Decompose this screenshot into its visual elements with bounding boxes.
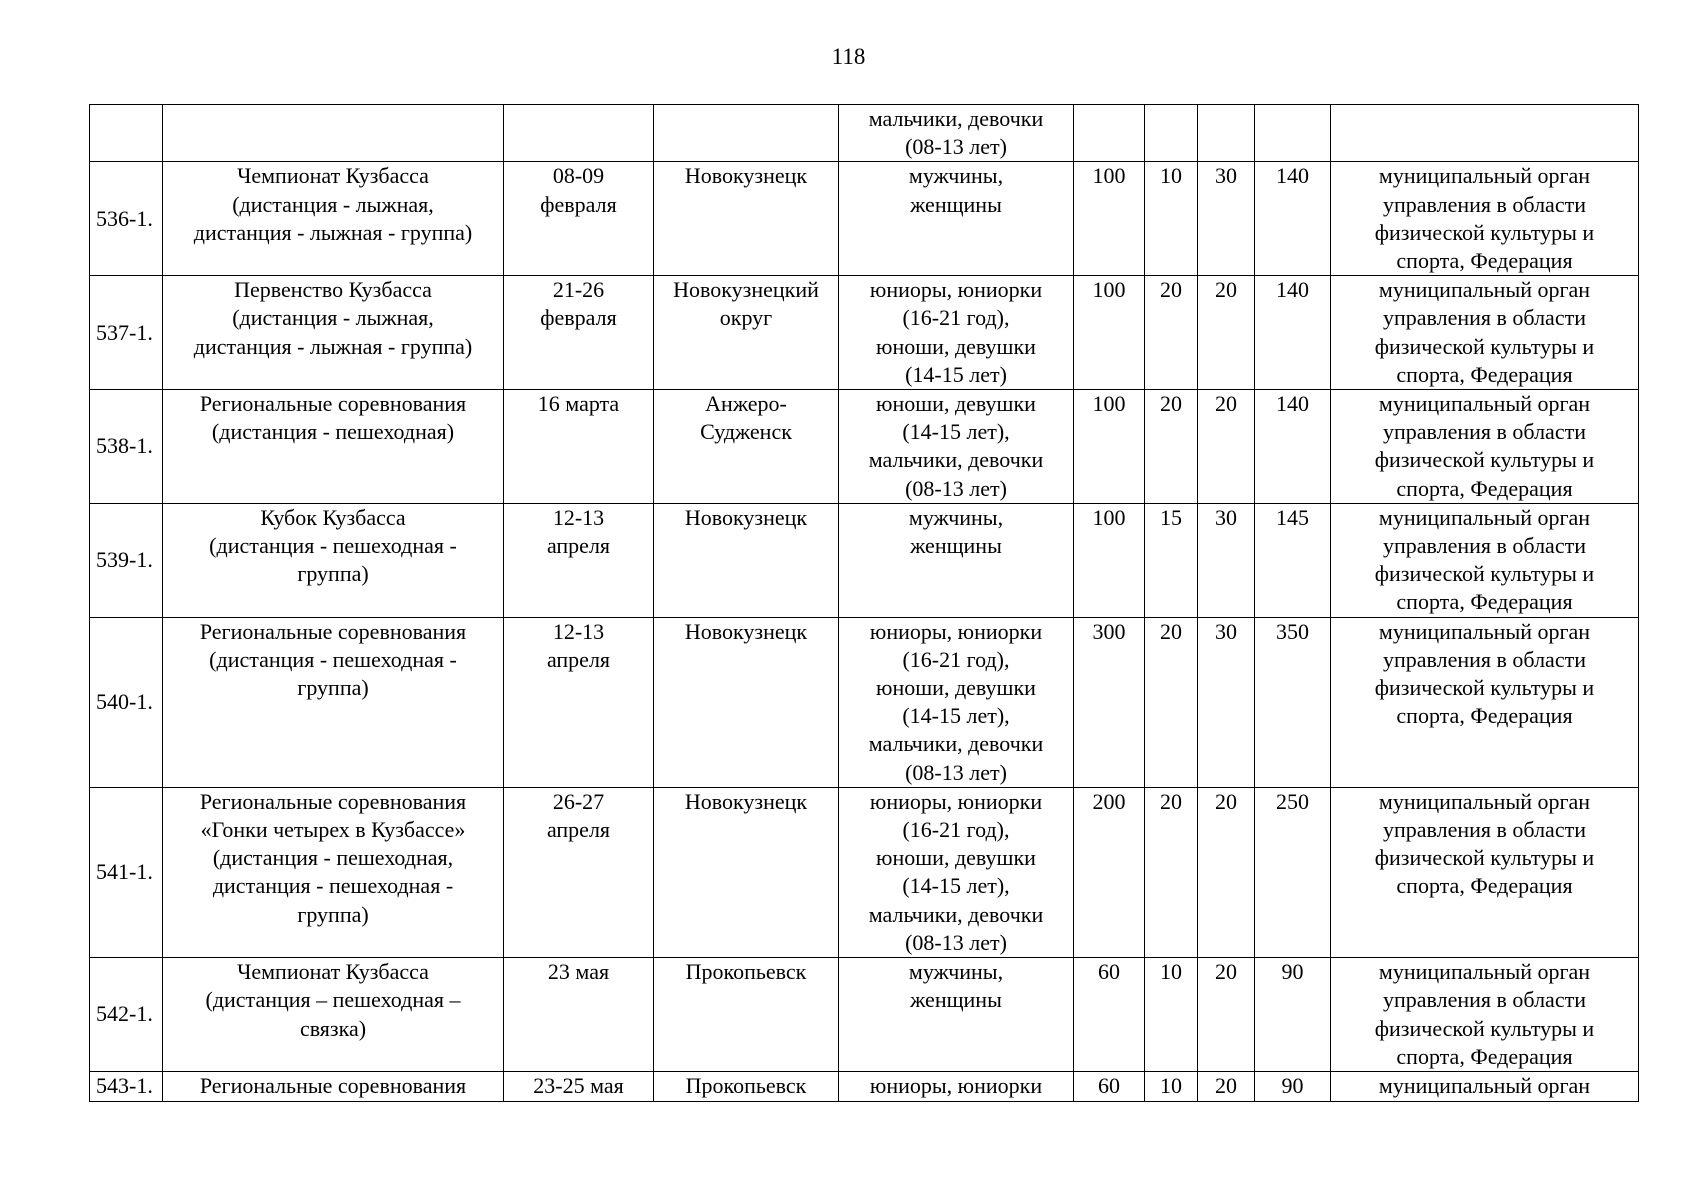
event-place-cell: Новокузнецк xyxy=(654,787,839,957)
organizer-cell: муниципальный орган управления в области физической культуры и спорта, Федерация xyxy=(1331,958,1639,1072)
count-cell-2: 10 xyxy=(1145,1071,1198,1101)
count-cell-1: 200 xyxy=(1074,787,1145,957)
count-cell-1: 100 xyxy=(1074,276,1145,390)
participants-cell: мальчики, девочки (08-13 лет) xyxy=(839,105,1074,162)
participants-cell: мужчины, женщины xyxy=(839,503,1074,617)
events-table xyxy=(89,104,1639,1102)
event-place-cell: Новокузнецк xyxy=(654,503,839,617)
count-cell-1: 60 xyxy=(1074,958,1145,1072)
row-number-cell: 537-1. xyxy=(90,276,163,390)
count-cell-4: 350 xyxy=(1255,617,1331,787)
count-cell-3: 20 xyxy=(1198,787,1255,957)
row-number-cell: 539-1. xyxy=(90,503,163,617)
row-number-cell: 540-1. xyxy=(90,617,163,787)
participants-cell: юниоры, юниорки (16-21 год), юноши, девушки (14-15 лет), мальчики, девочки (08-13 лет) xyxy=(839,617,1074,787)
row-number-cell: 536-1. xyxy=(90,162,163,276)
event-name-cell: Региональные соревнования (дистанция - пешеходная - группа) xyxy=(163,617,504,787)
row-number-cell xyxy=(90,105,163,162)
count-cell-1: 60 xyxy=(1074,1071,1145,1101)
participants-cell: юниоры, юниорки xyxy=(839,1071,1074,1101)
table-row xyxy=(90,503,1639,617)
event-date-cell: 23-25 мая xyxy=(504,1071,654,1101)
count-cell-3: 30 xyxy=(1198,503,1255,617)
event-date-cell: 23 мая xyxy=(504,958,654,1072)
event-place-cell: Новокузнецкий округ xyxy=(654,276,839,390)
table-row xyxy=(90,390,1639,504)
count-cell-3: 20 xyxy=(1198,276,1255,390)
event-name-cell: Чемпионат Кузбасса (дистанция - лыжная, дистанция - лыжная - группа) xyxy=(163,162,504,276)
row-number-cell: 542-1. xyxy=(90,958,163,1072)
count-cell-4: 90 xyxy=(1255,958,1331,1072)
table-row xyxy=(90,276,1639,390)
count-cell-3: 30 xyxy=(1198,617,1255,787)
participants-cell: юноши, девушки (14-15 лет), мальчики, девочки (08-13 лет) xyxy=(839,390,1074,504)
count-cell-3: 20 xyxy=(1198,390,1255,504)
event-name-cell: Региональные соревнования «Гонки четырех в Кузбассе» (дистанция - пешеходная, дистанция - пешеходная - группа) xyxy=(163,787,504,957)
event-date-cell: 16 марта xyxy=(504,390,654,504)
organizer-cell xyxy=(1331,105,1639,162)
row-number-cell: 543-1. xyxy=(90,1071,163,1101)
count-cell-3 xyxy=(1198,105,1255,162)
event-name-cell: Чемпионат Кузбасса (дистанция – пешеходная – связка) xyxy=(163,958,504,1072)
table-row xyxy=(90,162,1639,276)
event-place-cell: Анжеро- Судженск xyxy=(654,390,839,504)
organizer-cell: муниципальный орган управления в области физической культуры и спорта, Федерация xyxy=(1331,503,1639,617)
count-cell-2: 20 xyxy=(1145,787,1198,957)
organizer-cell: муниципальный орган управления в области физической культуры и спорта, Федерация xyxy=(1331,276,1639,390)
count-cell-4: 145 xyxy=(1255,503,1331,617)
count-cell-4: 250 xyxy=(1255,787,1331,957)
row-number-cell: 541-1. xyxy=(90,787,163,957)
event-name-cell: Региональные соревнования xyxy=(163,1071,504,1101)
page-number: 118 xyxy=(831,44,866,69)
count-cell-2: 20 xyxy=(1145,390,1198,504)
organizer-cell: муниципальный орган управления в области физической культуры и спорта, Федерация xyxy=(1331,162,1639,276)
event-date-cell xyxy=(504,105,654,162)
count-cell-2: 10 xyxy=(1145,958,1198,1072)
table-row xyxy=(90,958,1639,1072)
organizer-cell: муниципальный орган управления в области физической культуры и спорта, Федерация xyxy=(1331,390,1639,504)
table-row xyxy=(90,1071,1639,1101)
count-cell-4: 140 xyxy=(1255,162,1331,276)
event-place-cell: Новокузнецк xyxy=(654,162,839,276)
event-date-cell: 26-27 апреля xyxy=(504,787,654,957)
participants-cell: юниоры, юниорки (16-21 год), юноши, девушки (14-15 лет) xyxy=(839,276,1074,390)
count-cell-1: 100 xyxy=(1074,503,1145,617)
count-cell-3: 30 xyxy=(1198,162,1255,276)
count-cell-3: 20 xyxy=(1198,1071,1255,1101)
organizer-cell: муниципальный орган xyxy=(1331,1071,1639,1101)
event-name-cell: Региональные соревнования (дистанция - пешеходная) xyxy=(163,390,504,504)
event-date-cell: 12-13 апреля xyxy=(504,503,654,617)
event-name-cell xyxy=(163,105,504,162)
event-place-cell: Прокопьевск xyxy=(654,1071,839,1101)
count-cell-4: 140 xyxy=(1255,390,1331,504)
table-row xyxy=(90,787,1639,957)
participants-cell: юниоры, юниорки (16-21 год), юноши, девушки (14-15 лет), мальчики, девочки (08-13 лет) xyxy=(839,787,1074,957)
row-number-cell: 538-1. xyxy=(90,390,163,504)
table-row xyxy=(90,105,1639,162)
count-cell-4 xyxy=(1255,105,1331,162)
count-cell-2: 20 xyxy=(1145,276,1198,390)
count-cell-1: 100 xyxy=(1074,390,1145,504)
count-cell-3: 20 xyxy=(1198,958,1255,1072)
count-cell-1: 300 xyxy=(1074,617,1145,787)
event-date-cell: 21-26 февраля xyxy=(504,276,654,390)
event-date-cell: 08-09 февраля xyxy=(504,162,654,276)
organizer-cell: муниципальный орган управления в области физической культуры и спорта, Федерация xyxy=(1331,617,1639,787)
count-cell-4: 140 xyxy=(1255,276,1331,390)
count-cell-1: 100 xyxy=(1074,162,1145,276)
count-cell-2: 15 xyxy=(1145,503,1198,617)
count-cell-2 xyxy=(1145,105,1198,162)
event-name-cell: Первенство Кузбасса (дистанция - лыжная, дистанция - лыжная - группа) xyxy=(163,276,504,390)
count-cell-1 xyxy=(1074,105,1145,162)
organizer-cell: муниципальный орган управления в области физической культуры и спорта, Федерация xyxy=(1331,787,1639,957)
event-place-cell: Прокопьевск xyxy=(654,958,839,1072)
participants-cell: мужчины, женщины xyxy=(839,162,1074,276)
event-place-cell xyxy=(654,105,839,162)
count-cell-4: 90 xyxy=(1255,1071,1331,1101)
table-row xyxy=(90,617,1639,787)
participants-cell: мужчины, женщины xyxy=(839,958,1074,1072)
count-cell-2: 20 xyxy=(1145,617,1198,787)
event-name-cell: Кубок Кузбасса (дистанция - пешеходная - группа) xyxy=(163,503,504,617)
event-place-cell: Новокузнецк xyxy=(654,617,839,787)
event-date-cell: 12-13 апреля xyxy=(504,617,654,787)
count-cell-2: 10 xyxy=(1145,162,1198,276)
